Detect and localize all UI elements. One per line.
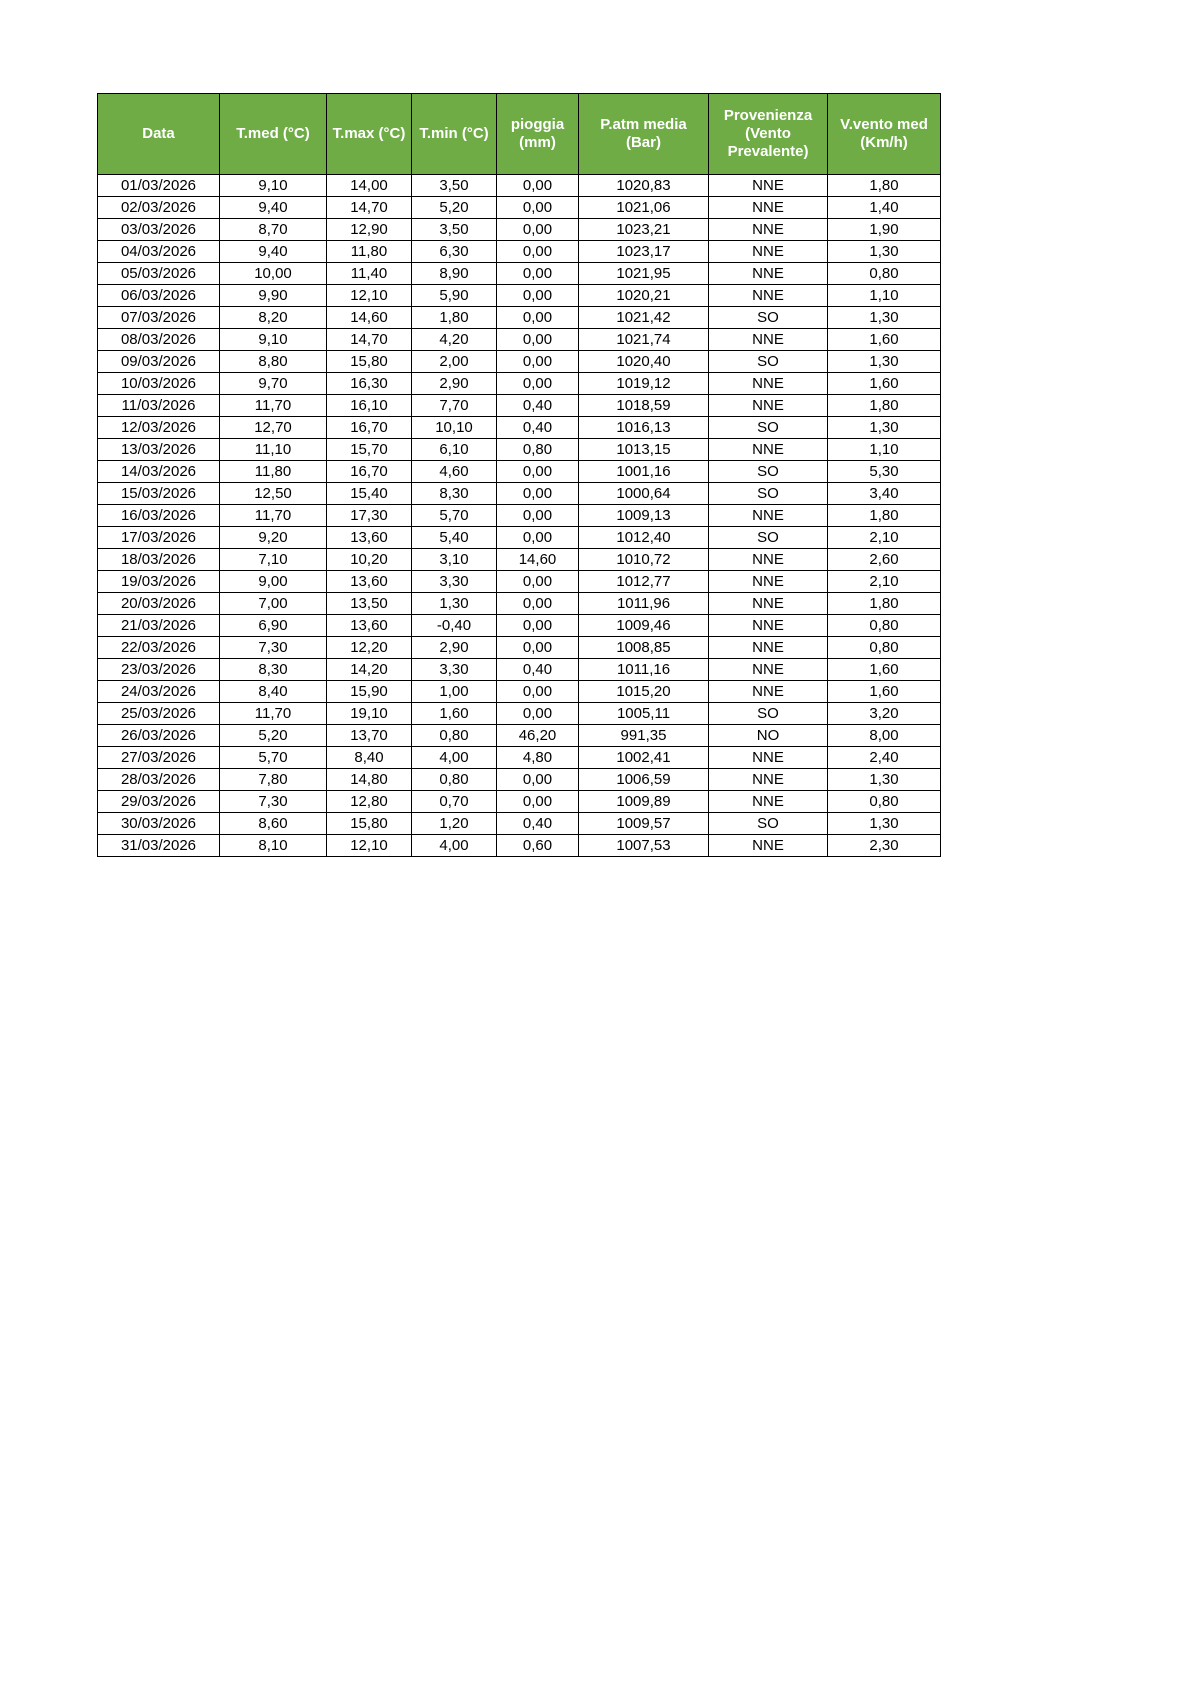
cell-patm: 1016,13 [579,417,709,439]
cell-pioggia: 14,60 [497,549,579,571]
cell-pioggia: 0,00 [497,329,579,351]
cell-data: 26/03/2026 [98,725,220,747]
column-header-tmed: T.med (°C) [220,94,327,175]
cell-tmed: 9,90 [220,285,327,307]
cell-vvento: 2,10 [828,527,941,549]
cell-pioggia: 0,00 [497,791,579,813]
cell-vvento: 8,00 [828,725,941,747]
cell-vvento: 1,90 [828,219,941,241]
cell-pioggia: 0,00 [497,219,579,241]
table-row [98,637,941,659]
cell-tmax: 16,70 [327,461,412,483]
cell-data: 17/03/2026 [98,527,220,549]
table-row [98,769,941,791]
cell-tmax: 16,30 [327,373,412,395]
cell-tmed: 11,70 [220,505,327,527]
cell-provenienza: SO [709,307,828,329]
cell-data: 20/03/2026 [98,593,220,615]
column-header-provenienza: Provenienza (Vento Prevalente) [709,94,828,175]
cell-patm: 1009,13 [579,505,709,527]
cell-tmax: 13,60 [327,615,412,637]
table-row [98,527,941,549]
cell-tmed: 7,30 [220,637,327,659]
cell-tmin: 3,10 [412,549,497,571]
table-body [98,175,941,857]
cell-tmed: 9,10 [220,175,327,197]
cell-data: 14/03/2026 [98,461,220,483]
cell-tmax: 15,80 [327,813,412,835]
cell-pioggia: 0,00 [497,483,579,505]
cell-provenienza: NNE [709,549,828,571]
cell-pioggia: 0,00 [497,681,579,703]
cell-tmed: 5,20 [220,725,327,747]
cell-vvento: 1,80 [828,505,941,527]
cell-vvento: 2,40 [828,747,941,769]
cell-provenienza: NNE [709,505,828,527]
cell-data: 16/03/2026 [98,505,220,527]
cell-pioggia: 0,60 [497,835,579,857]
table-row [98,307,941,329]
cell-pioggia: 0,40 [497,395,579,417]
cell-data: 03/03/2026 [98,219,220,241]
cell-tmin: 2,00 [412,351,497,373]
cell-vvento: 1,60 [828,373,941,395]
cell-patm: 1000,64 [579,483,709,505]
cell-data: 18/03/2026 [98,549,220,571]
cell-pioggia: 0,40 [497,659,579,681]
cell-tmax: 19,10 [327,703,412,725]
cell-vvento: 0,80 [828,791,941,813]
cell-patm: 1008,85 [579,637,709,659]
cell-provenienza: SO [709,483,828,505]
cell-data: 23/03/2026 [98,659,220,681]
table-row [98,725,941,747]
cell-data: 19/03/2026 [98,571,220,593]
cell-patm: 1009,46 [579,615,709,637]
cell-data: 15/03/2026 [98,483,220,505]
cell-vvento: 1,10 [828,285,941,307]
table-row [98,659,941,681]
cell-provenienza: NNE [709,197,828,219]
cell-tmin: 5,70 [412,505,497,527]
cell-patm: 1021,06 [579,197,709,219]
cell-data: 09/03/2026 [98,351,220,373]
cell-provenienza: NNE [709,241,828,263]
cell-tmax: 10,20 [327,549,412,571]
cell-tmin: 3,50 [412,175,497,197]
cell-provenienza: NNE [709,439,828,461]
cell-data: 11/03/2026 [98,395,220,417]
table-row [98,703,941,725]
cell-patm: 1021,42 [579,307,709,329]
cell-tmax: 14,70 [327,329,412,351]
cell-tmax: 14,60 [327,307,412,329]
cell-tmed: 9,40 [220,197,327,219]
cell-data: 08/03/2026 [98,329,220,351]
cell-provenienza: NNE [709,769,828,791]
cell-vvento: 1,80 [828,175,941,197]
cell-tmed: 7,30 [220,791,327,813]
cell-provenienza: NNE [709,747,828,769]
cell-pioggia: 0,00 [497,769,579,791]
cell-provenienza: NNE [709,571,828,593]
cell-tmin: 4,20 [412,329,497,351]
cell-data: 02/03/2026 [98,197,220,219]
cell-tmax: 14,20 [327,659,412,681]
cell-patm: 1015,20 [579,681,709,703]
cell-tmax: 13,50 [327,593,412,615]
table-row [98,197,941,219]
cell-tmed: 9,20 [220,527,327,549]
cell-tmax: 11,40 [327,263,412,285]
cell-provenienza: NNE [709,835,828,857]
column-header-vvento: V.vento med (Km/h) [828,94,941,175]
cell-tmed: 8,10 [220,835,327,857]
column-header-tmax: T.max (°C) [327,94,412,175]
cell-pioggia: 0,00 [497,571,579,593]
cell-tmed: 8,80 [220,351,327,373]
cell-tmax: 13,70 [327,725,412,747]
cell-data: 04/03/2026 [98,241,220,263]
cell-data: 07/03/2026 [98,307,220,329]
cell-pioggia: 4,80 [497,747,579,769]
cell-tmin: 3,30 [412,659,497,681]
cell-tmin: 5,20 [412,197,497,219]
cell-tmin: 0,80 [412,769,497,791]
cell-tmed: 12,50 [220,483,327,505]
cell-patm: 1012,77 [579,571,709,593]
cell-tmin: 2,90 [412,373,497,395]
table-row [98,219,941,241]
cell-tmin: 8,30 [412,483,497,505]
cell-tmax: 15,70 [327,439,412,461]
cell-pioggia: 0,00 [497,373,579,395]
cell-tmin: 7,70 [412,395,497,417]
cell-provenienza: NNE [709,175,828,197]
table-header [98,94,941,175]
cell-data: 13/03/2026 [98,439,220,461]
cell-patm: 1012,40 [579,527,709,549]
cell-vvento: 1,30 [828,417,941,439]
cell-provenienza: NNE [709,681,828,703]
cell-tmin: 4,00 [412,747,497,769]
cell-data: 28/03/2026 [98,769,220,791]
column-header-tmin: T.min (°C) [412,94,497,175]
cell-patm: 1013,15 [579,439,709,461]
cell-provenienza: NNE [709,219,828,241]
cell-provenienza: SO [709,813,828,835]
cell-vvento: 0,80 [828,637,941,659]
table-row [98,175,941,197]
cell-tmax: 16,70 [327,417,412,439]
cell-pioggia: 0,00 [497,241,579,263]
cell-tmax: 11,80 [327,241,412,263]
table-row [98,373,941,395]
weather-data-table [97,93,941,857]
cell-pioggia: 0,80 [497,439,579,461]
cell-patm: 1020,21 [579,285,709,307]
cell-data: 31/03/2026 [98,835,220,857]
cell-vvento: 2,10 [828,571,941,593]
cell-tmed: 9,00 [220,571,327,593]
table-row [98,549,941,571]
cell-tmed: 6,90 [220,615,327,637]
cell-tmin: 1,00 [412,681,497,703]
cell-provenienza: NNE [709,395,828,417]
cell-data: 10/03/2026 [98,373,220,395]
cell-tmin: 4,60 [412,461,497,483]
cell-vvento: 1,30 [828,769,941,791]
cell-vvento: 1,60 [828,659,941,681]
header-row [98,94,941,175]
cell-data: 06/03/2026 [98,285,220,307]
table-row [98,241,941,263]
cell-patm: 1023,17 [579,241,709,263]
cell-vvento: 1,80 [828,395,941,417]
cell-patm: 1005,11 [579,703,709,725]
cell-tmax: 13,60 [327,527,412,549]
cell-pioggia: 0,00 [497,505,579,527]
table-row [98,329,941,351]
table-row [98,615,941,637]
cell-tmax: 12,80 [327,791,412,813]
cell-tmed: 11,10 [220,439,327,461]
table-row [98,461,941,483]
cell-tmed: 8,40 [220,681,327,703]
cell-pioggia: 0,40 [497,813,579,835]
cell-provenienza: NNE [709,659,828,681]
cell-patm: 1001,16 [579,461,709,483]
cell-pioggia: 0,00 [497,197,579,219]
cell-provenienza: NO [709,725,828,747]
cell-pioggia: 0,00 [497,593,579,615]
cell-tmin: 2,90 [412,637,497,659]
table-row [98,351,941,373]
cell-tmax: 15,90 [327,681,412,703]
cell-tmed: 8,70 [220,219,327,241]
cell-tmed: 11,80 [220,461,327,483]
table-row [98,835,941,857]
table-row [98,395,941,417]
cell-tmed: 7,10 [220,549,327,571]
cell-patm: 1020,83 [579,175,709,197]
cell-tmin: 0,70 [412,791,497,813]
cell-vvento: 1,30 [828,813,941,835]
cell-provenienza: NNE [709,637,828,659]
cell-tmed: 8,60 [220,813,327,835]
cell-tmin: 6,10 [412,439,497,461]
cell-tmed: 10,00 [220,263,327,285]
cell-provenienza: NNE [709,791,828,813]
table-row [98,263,941,285]
table-row [98,483,941,505]
cell-vvento: 2,30 [828,835,941,857]
cell-tmax: 15,80 [327,351,412,373]
cell-data: 22/03/2026 [98,637,220,659]
cell-patm: 1023,21 [579,219,709,241]
cell-tmed: 9,10 [220,329,327,351]
cell-patm: 1002,41 [579,747,709,769]
cell-tmin: 5,40 [412,527,497,549]
cell-tmax: 8,40 [327,747,412,769]
cell-tmax: 12,10 [327,835,412,857]
cell-tmed: 9,70 [220,373,327,395]
table-row [98,505,941,527]
cell-provenienza: SO [709,703,828,725]
table-row [98,593,941,615]
cell-tmed: 8,30 [220,659,327,681]
cell-provenienza: NNE [709,285,828,307]
cell-patm: 1009,89 [579,791,709,813]
cell-patm: 1009,57 [579,813,709,835]
table-row [98,417,941,439]
cell-tmed: 7,80 [220,769,327,791]
cell-vvento: 1,10 [828,439,941,461]
cell-vvento: 1,80 [828,593,941,615]
cell-pioggia: 46,20 [497,725,579,747]
cell-tmin: -0,40 [412,615,497,637]
table-row [98,681,941,703]
cell-tmax: 15,40 [327,483,412,505]
cell-data: 25/03/2026 [98,703,220,725]
cell-tmed: 7,00 [220,593,327,615]
cell-provenienza: SO [709,461,828,483]
cell-vvento: 1,30 [828,307,941,329]
cell-pioggia: 0,00 [497,461,579,483]
table-row [98,571,941,593]
cell-tmax: 16,10 [327,395,412,417]
cell-vvento: 0,80 [828,615,941,637]
cell-provenienza: SO [709,417,828,439]
cell-tmin: 8,90 [412,263,497,285]
cell-data: 01/03/2026 [98,175,220,197]
cell-pioggia: 0,00 [497,703,579,725]
cell-vvento: 0,80 [828,263,941,285]
cell-tmax: 17,30 [327,505,412,527]
cell-patm: 1010,72 [579,549,709,571]
cell-vvento: 1,60 [828,681,941,703]
cell-patm: 1018,59 [579,395,709,417]
cell-patm: 1006,59 [579,769,709,791]
cell-tmax: 13,60 [327,571,412,593]
cell-data: 27/03/2026 [98,747,220,769]
cell-tmed: 8,20 [220,307,327,329]
cell-tmed: 12,70 [220,417,327,439]
cell-pioggia: 0,00 [497,307,579,329]
cell-pioggia: 0,00 [497,351,579,373]
cell-tmax: 12,90 [327,219,412,241]
cell-provenienza: SO [709,527,828,549]
cell-tmax: 12,10 [327,285,412,307]
cell-tmax: 14,00 [327,175,412,197]
cell-patm: 1021,74 [579,329,709,351]
cell-provenienza: NNE [709,593,828,615]
cell-data: 30/03/2026 [98,813,220,835]
cell-tmin: 10,10 [412,417,497,439]
cell-tmed: 9,40 [220,241,327,263]
cell-tmax: 12,20 [327,637,412,659]
cell-patm: 1007,53 [579,835,709,857]
cell-tmax: 14,80 [327,769,412,791]
cell-tmin: 4,00 [412,835,497,857]
cell-provenienza: NNE [709,329,828,351]
cell-pioggia: 0,40 [497,417,579,439]
cell-vvento: 1,40 [828,197,941,219]
cell-vvento: 5,30 [828,461,941,483]
cell-patm: 1011,96 [579,593,709,615]
table-row [98,791,941,813]
cell-tmin: 1,80 [412,307,497,329]
column-header-patm: P.atm media (Bar) [579,94,709,175]
cell-provenienza: NNE [709,615,828,637]
cell-pioggia: 0,00 [497,175,579,197]
cell-pioggia: 0,00 [497,527,579,549]
table-row [98,747,941,769]
cell-data: 29/03/2026 [98,791,220,813]
cell-pioggia: 0,00 [497,637,579,659]
cell-data: 12/03/2026 [98,417,220,439]
table-row [98,285,941,307]
cell-provenienza: NNE [709,373,828,395]
cell-tmin: 0,80 [412,725,497,747]
table-row [98,813,941,835]
cell-patm: 991,35 [579,725,709,747]
column-header-data: Data [98,94,220,175]
cell-tmed: 11,70 [220,395,327,417]
cell-vvento: 2,60 [828,549,941,571]
cell-data: 21/03/2026 [98,615,220,637]
cell-vvento: 3,40 [828,483,941,505]
cell-vvento: 1,30 [828,351,941,373]
cell-tmin: 5,90 [412,285,497,307]
cell-data: 24/03/2026 [98,681,220,703]
cell-data: 05/03/2026 [98,263,220,285]
cell-provenienza: NNE [709,263,828,285]
cell-tmin: 6,30 [412,241,497,263]
column-header-pioggia: pioggia (mm) [497,94,579,175]
cell-tmed: 11,70 [220,703,327,725]
cell-patm: 1020,40 [579,351,709,373]
cell-patm: 1021,95 [579,263,709,285]
cell-tmin: 1,30 [412,593,497,615]
cell-tmin: 3,30 [412,571,497,593]
cell-tmin: 3,50 [412,219,497,241]
cell-pioggia: 0,00 [497,285,579,307]
cell-tmax: 14,70 [327,197,412,219]
cell-patm: 1011,16 [579,659,709,681]
cell-tmin: 1,60 [412,703,497,725]
cell-vvento: 1,60 [828,329,941,351]
cell-provenienza: SO [709,351,828,373]
cell-vvento: 1,30 [828,241,941,263]
table-row [98,439,941,461]
cell-vvento: 3,20 [828,703,941,725]
cell-pioggia: 0,00 [497,615,579,637]
cell-pioggia: 0,00 [497,263,579,285]
cell-tmin: 1,20 [412,813,497,835]
weather-table-container [97,93,941,857]
cell-tmed: 5,70 [220,747,327,769]
cell-patm: 1019,12 [579,373,709,395]
